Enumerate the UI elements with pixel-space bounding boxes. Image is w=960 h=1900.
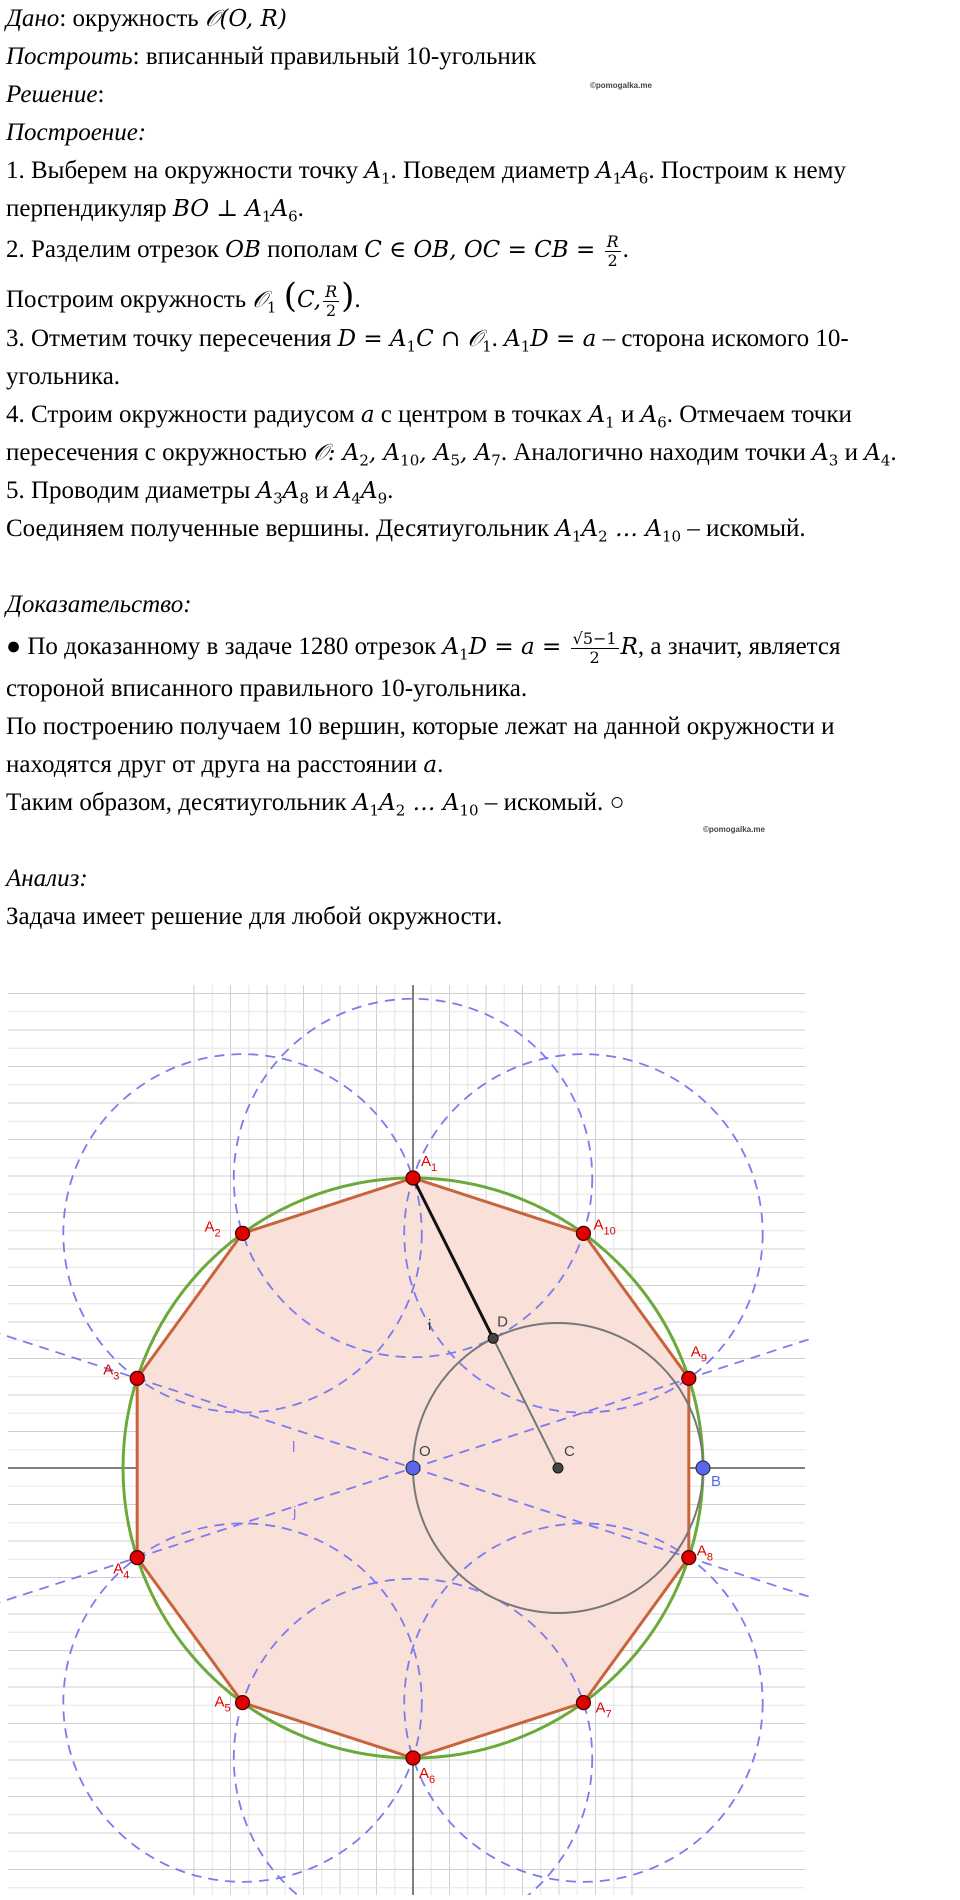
math-a1: $A_1$ [364, 158, 391, 188]
vertex-point [576, 1696, 590, 1710]
fraction-r-2b: $\frac{R}{2}$ [325, 281, 338, 320]
label-c: C [564, 1443, 575, 1460]
math-a1d-eq: $A_1D = a$ = [442, 634, 569, 664]
step-text: 5. Проводим диаметры [6, 477, 257, 504]
step-3-line-a: 3. Отметим точку пересечения $D = A_1C$ ∩ 𝒪$_1$. $A_1D = a$ – сторона искомого 10- [6, 325, 849, 356]
vertex-label: $A_7$ [595, 1699, 612, 1721]
fraction-r-2: $\frac{R}{2}$ [606, 231, 619, 270]
math-a: a [360, 402, 375, 428]
geometry-drawing [0, 985, 810, 1895]
point-b [696, 1461, 710, 1475]
solution-label: Решение [6, 81, 98, 108]
vertex-point [576, 1226, 590, 1240]
step-text: 3. Отметим точку пересечения [6, 325, 338, 352]
step-text: 1. Выберем на окружности точку [6, 157, 365, 184]
vertex-point [682, 1551, 696, 1565]
math-r: R [620, 634, 638, 660]
given-math: 𝒪(O, R) [204, 6, 287, 32]
step-text: и [308, 477, 335, 504]
analysis-text: Задача имеет решение для любой окружности. [6, 903, 503, 930]
solution-colon: : [97, 81, 105, 108]
vertex-point [236, 1696, 250, 1710]
construction-label: Построение: [6, 119, 147, 146]
step-text: – искомый. [681, 515, 806, 542]
step-3-line-b: угольника. [6, 363, 121, 390]
watermark: ©pomogalka.me [590, 81, 652, 90]
label-d: D [497, 1313, 508, 1331]
paren-left: ( [283, 276, 298, 316]
step-4-line-b: пересечения с окружностью 𝒪: $A_2$, $A_{10}$, $A_5$, $A_7$. Аналогично находим точки $A_3$ и $A_4$. [6, 439, 897, 470]
label-i: i [428, 1317, 432, 1334]
vertex-label: $A_4$ [113, 1560, 130, 1582]
math-a3: $A_3$ [812, 440, 839, 470]
math-a3a8: $A_3A_8$ [256, 478, 309, 508]
proof-text: находятся друг от друга на расстоянии [6, 751, 424, 778]
math-decagon: $A_1A_2$ … $A_{10}$ [352, 790, 479, 820]
step-5-line: 5. Проводим диаметры $A_3A_8$ и $A_4A_9$. [6, 477, 394, 508]
math-c-in-ob: C ∈ OB, OC = CB = [364, 237, 603, 263]
vertex-label: $A_9$ [690, 1343, 707, 1365]
math-c: C, [297, 287, 322, 313]
proof-text: – искомый. ○ [478, 789, 625, 816]
vertex-point [130, 1371, 144, 1385]
proof-line-5 [6, 784, 956, 822]
math-points: 𝒪: $A_2$, $A_{10}$, $A_5$, $A_7$ [313, 440, 501, 470]
construct-line [6, 38, 956, 76]
vertex-label: $A_8$ [696, 1542, 713, 1564]
step-text: и [838, 439, 865, 466]
step-text: с центром в точках [374, 401, 589, 428]
point-c [553, 1463, 563, 1473]
vertex-label: $A_{10}$ [593, 1216, 616, 1238]
point-o [406, 1461, 420, 1475]
construction-figure [0, 985, 810, 1900]
label-l: l [292, 1439, 296, 1456]
solution-line [6, 76, 956, 114]
proof-text: , а значит, является [637, 633, 841, 660]
proof-label: Доказательство: [6, 591, 192, 618]
label-j: j [293, 1504, 297, 1521]
proof-line-2: стороной вписанного правильного 10-угольника. [6, 675, 528, 702]
vertex-point [130, 1551, 144, 1565]
label-b: B [711, 1473, 722, 1490]
given-text: : окружность [59, 5, 205, 32]
math-a1d: $A_1D = a$ [504, 326, 597, 356]
label-o: O [419, 1443, 431, 1460]
step-4-line-a [6, 396, 956, 434]
vertex-label: $A_3$ [103, 1361, 120, 1383]
math-decagon: $A_1A_2$ … $A_{10}$ [555, 516, 682, 546]
fraction-sqrt5: $\frac{√5-1}{2}$ [572, 628, 617, 667]
step-text: – сторона искомого 10- [596, 325, 849, 352]
math-a6: $A_6$ [640, 402, 667, 432]
step-text: . Аналогично находим точки [500, 439, 813, 466]
vertex-point [236, 1226, 250, 1240]
proof-text: ● По доказанному в задаче 1280 отрезок [6, 633, 443, 660]
math-bo-perp: BO ⊥ $A_1A_6$ [172, 196, 298, 226]
step-text: Построим окружность [6, 286, 253, 313]
step-1-line-b: перпендикуляр BO ⊥ $A_1A_6$. [6, 195, 304, 226]
step-text: пересечения с окружностью [6, 439, 314, 466]
math-a4a9: $A_4A_9$ [334, 478, 388, 508]
analysis-label: Анализ: [6, 865, 88, 892]
vertex-label: $A_1$ [421, 1153, 438, 1174]
vertex-point [406, 1751, 420, 1765]
step-text: 4. Строим окружности радиусом [6, 401, 361, 428]
math-o1: 𝒪$_1$ [252, 287, 277, 317]
vertex-point [406, 1171, 420, 1185]
math-a4: $A_4$ [864, 440, 891, 470]
step-2-line-a: 2. Разделим отрезок OB пополам C ∈ OB, OC = CB = $\frac{R}{2}$ . [6, 231, 629, 270]
step-6-line [6, 510, 956, 548]
vertex-label: $A_6$ [419, 1765, 436, 1786]
watermark: ©pomogalka.me [703, 825, 765, 834]
step-text: 2. Разделим отрезок [6, 236, 226, 263]
math-a1: $A_1$ [588, 402, 615, 432]
construct-text: : вписанный правильный 10-угольник [132, 43, 537, 70]
proof-line-3: По построению получаем 10 вершин, которые лежат на данной окружности и [6, 713, 835, 740]
vertex-label: $A_2$ [204, 1218, 221, 1240]
math-ob: OB [225, 237, 261, 263]
step-text: и [614, 401, 641, 428]
math-a1a6: $A_1A_6$ [595, 158, 649, 188]
proof-line-4: находятся друг от друга на расстоянии a. [6, 751, 444, 778]
paren-right: ) [341, 276, 355, 316]
vertex-point [682, 1371, 696, 1385]
vertex-label: $A_5$ [214, 1693, 231, 1715]
proof-line-1 [6, 624, 956, 670]
step-2-line-b: Построим окружность 𝒪$_1$ (C, $\frac{R}{2}$ ). [6, 276, 361, 320]
proof-text: Таким образом, десятиугольник [6, 789, 353, 816]
math-d-def: $D = A_1C$ ∩ 𝒪$_1$ [337, 326, 492, 356]
step-1-line-a [6, 152, 956, 190]
step-text: . Построим к нему [648, 157, 846, 184]
document-body [6, 0, 956, 936]
point-d [488, 1333, 498, 1343]
step-text: Соединяем полученные вершины. Десятиугольник [6, 515, 556, 542]
construct-label: Построить [6, 43, 133, 70]
step-text: перпендикуляр [6, 195, 173, 222]
step-text: . Отмечаем точки [666, 401, 852, 428]
step-text: . Поведем диаметр [390, 157, 596, 184]
step-text: пополам [260, 236, 365, 263]
given-label: Дано [6, 5, 60, 32]
math-a: a [423, 752, 438, 778]
given-line [6, 0, 956, 38]
